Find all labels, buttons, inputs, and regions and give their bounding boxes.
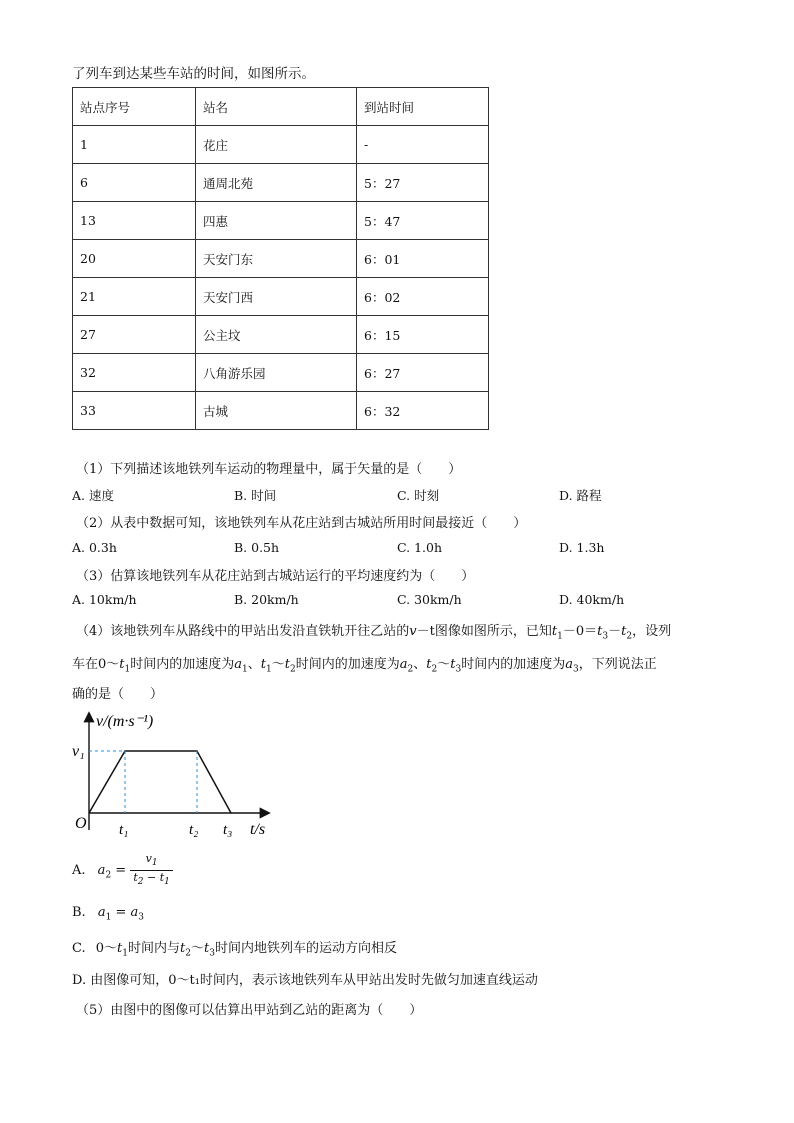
question-5: （5）由图中的图像可以估算出甲站到乙站的距离为（ ） xyxy=(76,1003,423,1018)
table-cell: 13 xyxy=(73,202,196,240)
q2-option-c[interactable]: C. 1.0h xyxy=(397,540,442,555)
table-cell: 古城 xyxy=(196,392,357,430)
table-cell: 四惠 xyxy=(196,202,357,240)
table-cell: 6：32 xyxy=(357,392,489,430)
table-row xyxy=(73,202,489,240)
table-header-row xyxy=(73,88,489,126)
question-4-line-3: 确的是（ ） xyxy=(72,687,164,702)
x-axis-label: t/s xyxy=(250,821,266,838)
table-cell: 5：47 xyxy=(357,202,489,240)
q1-option-a[interactable]: A. 速度 xyxy=(72,488,114,503)
q4-text: ，下列说法正 xyxy=(578,657,657,672)
table-cell: 21 xyxy=(73,278,196,316)
table-row xyxy=(73,392,489,430)
t1-label: t₁ xyxy=(119,822,129,838)
table-cell: 天安门西 xyxy=(196,278,357,316)
question-4-line-1: （4）该地铁列车从路线中的甲站出发沿直铁轨开往乙站的v－t图像如图所示，已知$t_1-0=t_3-t_2$，设列 xyxy=(76,624,672,642)
q4-text: 时间内的加速度为 xyxy=(461,657,566,672)
option-label: B. xyxy=(72,905,86,920)
q2-option-d[interactable]: D. 1.3h xyxy=(559,540,605,555)
q3-option-d[interactable]: D. 40km/h xyxy=(559,592,625,607)
intro-text: 了列车到达某些车站的时间，如图所示。 xyxy=(72,66,315,82)
q3-option-a[interactable]: A. 10km/h xyxy=(72,592,137,607)
table-row xyxy=(73,278,489,316)
table-cell: 6 xyxy=(73,164,196,202)
table-cell: - xyxy=(357,126,489,164)
table-cell: 八角游乐园 xyxy=(196,354,357,392)
q4-text: ，设列 xyxy=(632,624,672,639)
table-cell: 6：01 xyxy=(357,240,489,278)
q4-option-c[interactable]: C. $0\sim t_1$时间内与$t_2\sim t_3$时间内地铁列车的运动方向相反 xyxy=(72,941,397,959)
table-cell: 花庄 xyxy=(196,126,357,164)
table-cell: 天安门东 xyxy=(196,240,357,278)
station-table xyxy=(72,87,489,430)
table-cell: 1 xyxy=(73,126,196,164)
q4-option-d[interactable]: D. 由图像可知，0～t₁时间内，表示该地铁列车从甲站出发时先做匀加速直线运动 xyxy=(72,973,538,988)
fraction: $\frac{v_1}{t_2 - t_1}$ xyxy=(130,852,173,889)
q4-text: 图像如图所示，已知 xyxy=(434,624,552,639)
v1-label: v₁ xyxy=(72,743,85,760)
option-text: 时间内地铁列车的运动方向相反 xyxy=(214,941,397,956)
question-2: （2）从表中数据可知，该地铁列车从花庄站到古城站所用时间最接近（ ） xyxy=(76,516,527,531)
origin-label: O xyxy=(75,815,87,832)
option-text: 0～ xyxy=(95,941,118,956)
table-row xyxy=(73,240,489,278)
q1-option-b[interactable]: B. 时间 xyxy=(234,488,277,503)
t3-label: t₃ xyxy=(223,822,233,838)
table-cell: 6：15 xyxy=(357,316,489,354)
q2-option-b[interactable]: B. 0.5h xyxy=(234,540,280,555)
q2-option-a[interactable]: A. 0.3h xyxy=(72,540,117,555)
q3-option-b[interactable]: B. 20km/h xyxy=(234,592,299,607)
table-cell: 32 xyxy=(73,354,196,392)
table-row xyxy=(73,126,489,164)
y-axis-label: v/(m·s⁻¹) xyxy=(96,713,154,730)
table-row xyxy=(73,164,489,202)
vt-curve xyxy=(89,751,231,813)
vt-graph xyxy=(72,706,282,841)
q4-text: 时间内的加速度为 xyxy=(295,657,400,672)
q1-option-d[interactable]: D. 路程 xyxy=(559,488,602,503)
q1-option-c[interactable]: C. 时刻 xyxy=(397,488,440,503)
table-row xyxy=(73,354,489,392)
table-cell: 20 xyxy=(73,240,196,278)
table-cell: 27 xyxy=(73,316,196,354)
option-text: 时间内与 xyxy=(128,941,181,956)
q4-option-a[interactable]: A. $a_2$ = $\frac{v_1}{t_2 - t_1}$ xyxy=(72,852,173,889)
q4-text: （4）该地铁列车从路线中的甲站出发沿直铁轨开往乙站的 xyxy=(76,624,410,639)
table-cell: 33 xyxy=(73,392,196,430)
option-label: A. xyxy=(72,862,86,878)
t2-label: t₂ xyxy=(189,822,199,838)
q4-text: 车在0～ xyxy=(72,657,120,672)
option-label: C. xyxy=(72,941,86,956)
q4-text: 时间内的加速度为 xyxy=(130,657,235,672)
table-cell: 6：27 xyxy=(357,354,489,392)
table-cell: 5：27 xyxy=(357,164,489,202)
question-3: （3）估算该地铁列车从花庄站到古城站运行的平均速度约为（ ） xyxy=(76,569,475,584)
q3-option-c[interactable]: C. 30km/h xyxy=(397,592,462,607)
question-1: （1）下列描述该地铁列车运动的物理量中，属于矢量的是（ ） xyxy=(76,462,462,477)
table-row xyxy=(73,316,489,354)
q4-option-b[interactable]: B. $a_1 = a_3$ xyxy=(72,905,144,923)
header-cell: 站点序号 xyxy=(73,88,196,126)
header-cell: 站名 xyxy=(196,88,357,126)
question-4-line-2: 车在$0\sim t_1$时间内的加速度为$a_1$、$t_1\sim t_2$时间内的加速度为$a_2$、$t_2\sim t_3$时间内的加速度为$a_3$，下列说法正 xyxy=(72,657,657,675)
table-cell: 通周北苑 xyxy=(196,164,357,202)
q4-text: 、 xyxy=(247,657,261,672)
table-cell: 6：02 xyxy=(357,278,489,316)
header-cell: 到站时间 xyxy=(357,88,489,126)
table-cell: 公主坟 xyxy=(196,316,357,354)
